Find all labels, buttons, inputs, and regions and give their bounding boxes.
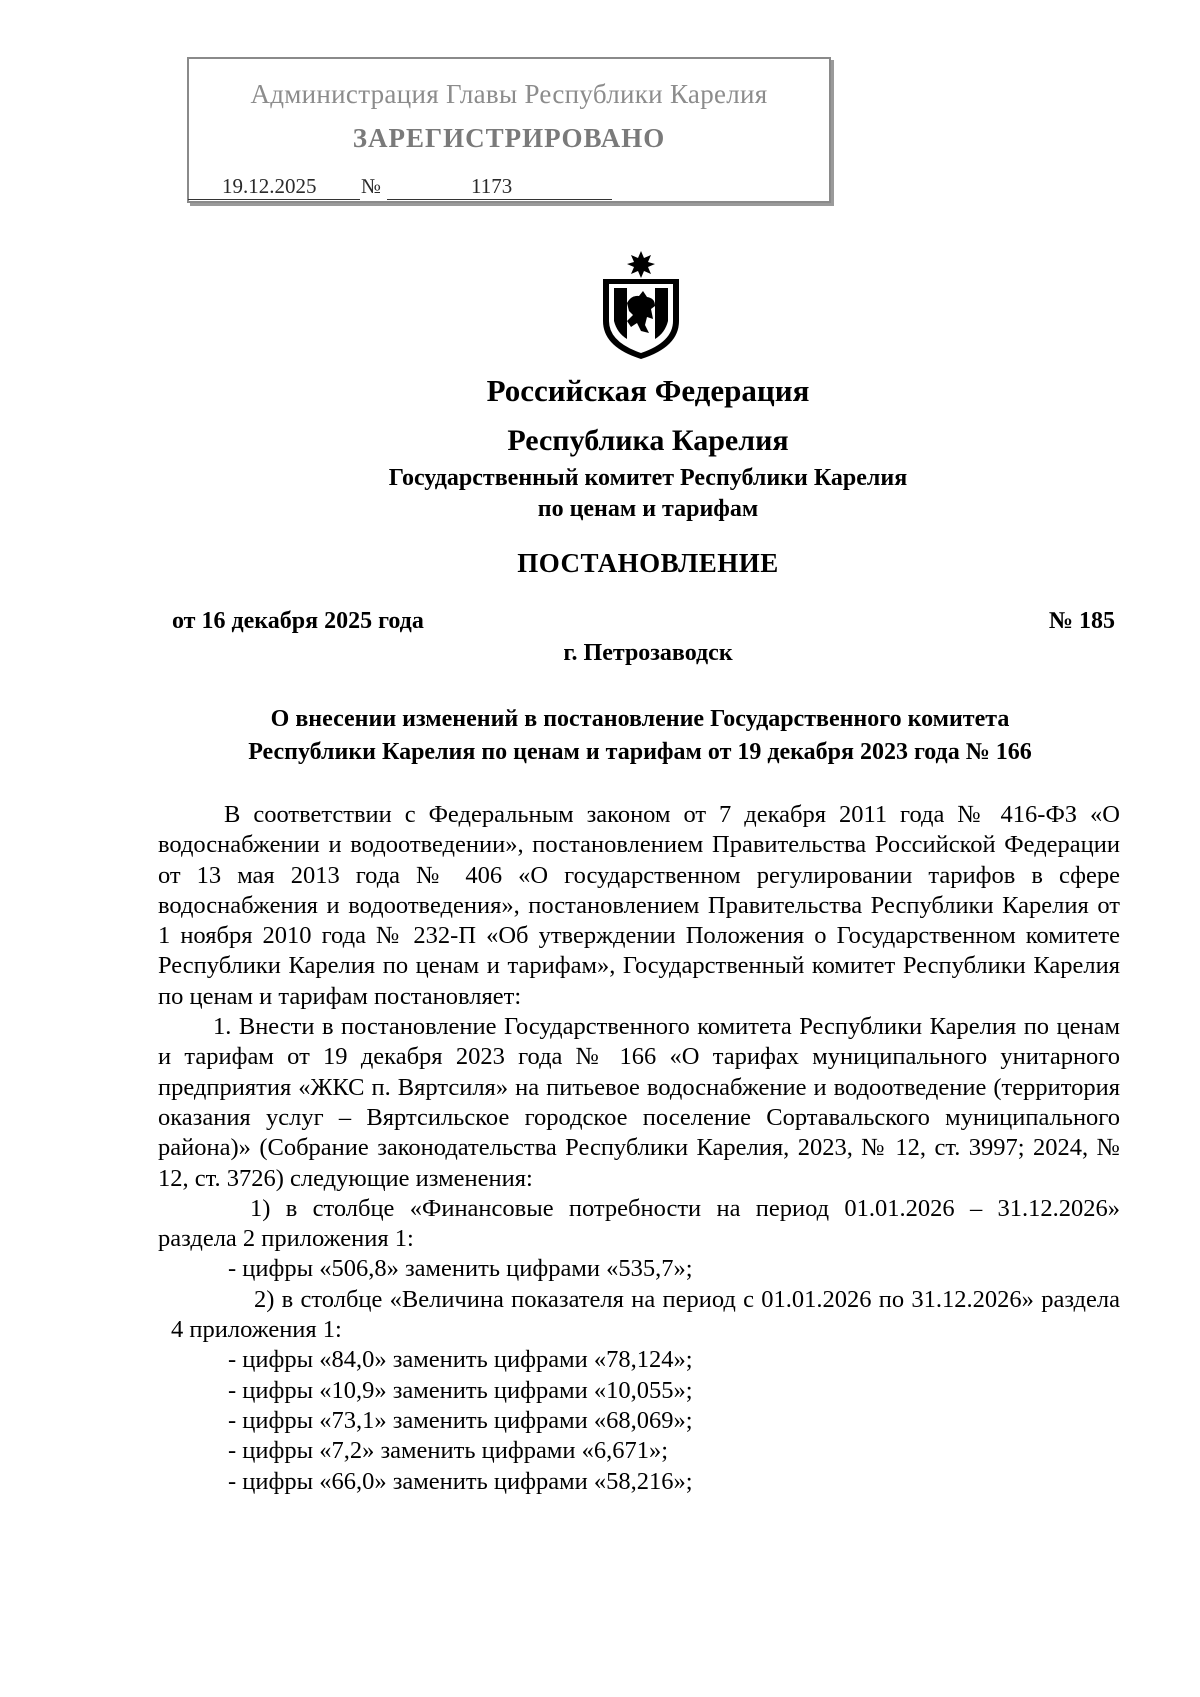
stamp-number: 1173 — [387, 174, 612, 200]
document-type: ПОСТАНОВЛЕНИЕ — [517, 548, 779, 578]
decree-number: № 185 — [1048, 608, 1115, 634]
stamp-registered: ЗАРЕГИСТРИРОВАНО — [352, 123, 666, 153]
stamp-administration: Администрация Главы Республики Карелия — [250, 79, 768, 109]
karelia-coat-of-arms-icon — [597, 251, 685, 361]
list-item: - цифры «84,0» заменить цифрами «78,124»; — [228, 1346, 693, 1374]
decree-date: от 16 декабря 2025 года — [172, 608, 424, 634]
stamp-date: 19.12.2025 — [188, 174, 360, 200]
committee-title-line2: по ценам и тарифам — [537, 496, 759, 522]
committee-title-line1: Государственный комитет Республики Карелия — [388, 465, 908, 491]
item-1-paragraph: 1. Внести в постановление Государственного комитета Республики Карелия по ценам и тарифам от 19 декабря 2023 года № 166 «О тарифах муниципального унитарного предприятия «ЖКС п. Вяртсиля» на питьевое водоснабжение и водоотведение (территория оказания услуг – Вяртсильское городское поселение Сортавальского муниципального района)» (Собрание законодательства Республики Карелия, 2023, № 12, ст. 3997; 2024, № 12, ст. 3726) следующие изменения: — [158, 1013, 1120, 1192]
decree-city: г. Петрозаводск — [563, 640, 733, 666]
registration-stamp — [187, 57, 831, 203]
preamble-paragraph: В соответствии с Федеральным законом от 7 декабря 2011 года № 416-ФЗ «О водоснабжении и водоотведении», постановлением Правительства Российской Федерации от 13 мая 2013 года № 406 «О государственном регулировании тарифов в сфере водоснабжения и водоотведения», постановлением Правительства Республики Карелия от 1 ноября 2010 года № 232-П «Об утверждении Положения о Государственном комитете Республики Карелия по ценам и тарифам», Государственный комитет Республики Карелия по ценам и тарифам постановляет: — [158, 801, 1120, 1010]
decree-subject — [160, 703, 1120, 769]
list-item: - цифры «506,8» заменить цифрами «535,7»; — [228, 1255, 693, 1283]
subject-line2: Республики Карелия по ценам и тарифам от 19 декабря 2023 года № 166 — [248, 739, 1032, 765]
republic-title: Республика Карелия — [507, 424, 789, 457]
list-item: - цифры «73,1» заменить цифрами «68,069»; — [228, 1406, 693, 1434]
document-body — [158, 800, 1120, 1497]
list-item: - цифры «10,9» заменить цифрами «10,055»; — [228, 1376, 693, 1404]
subitem-2-paragraph: 2) в столбце «Величина показателя на период с 01.01.2026 по 31.12.2026» раздела 4 приложения 1: — [171, 1285, 1120, 1344]
subject-line1: О внесении изменений в постановление Государственного комитета — [270, 706, 1010, 732]
subitem-1-paragraph: 1) в столбце «Финансовые потребности на период 01.01.2026 – 31.12.2026» раздела 2 приложения 1: — [158, 1194, 1120, 1253]
list-item: - цифры «7,2» заменить цифрами «6,671»; — [228, 1437, 669, 1465]
stamp-number-label: № — [361, 174, 382, 198]
country-title: Российская Федерация — [486, 373, 810, 408]
list-item: - цифры «66,0» заменить цифрами «58,216»; — [228, 1467, 693, 1495]
